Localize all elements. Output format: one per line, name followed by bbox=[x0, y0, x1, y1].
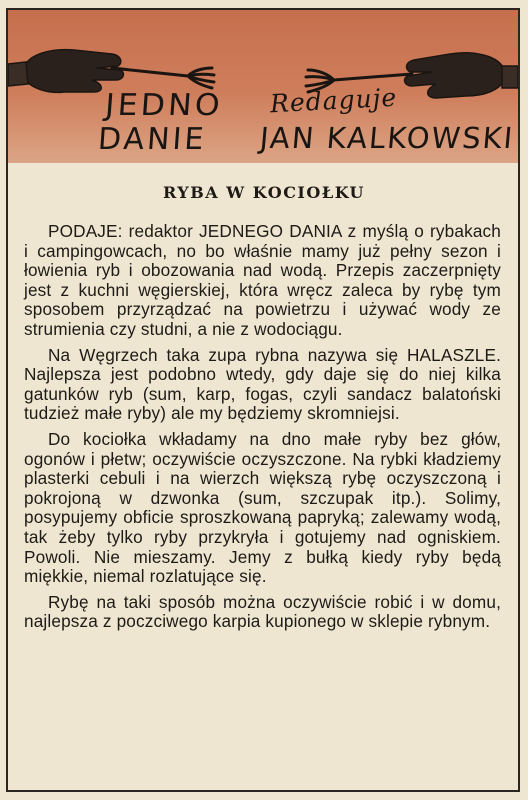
title-danie: DANIE bbox=[96, 122, 208, 157]
paragraph-2: Na Węgrzech taka zupa rybna nazywa się HALASZLE. Najlepsza jest podobno wtedy, gdy daje się do niej kilka gatunków ryb (sum, karp, fogas, czyli sandacz balatoński tudzież małe ryby) ale my będziemy skromniejsi. bbox=[24, 344, 501, 424]
article-body bbox=[24, 222, 501, 638]
paragraph-1: PODAJE: redaktor JEDNEGO DANIA z myślą o rybakach i campingowcach, no bo właśnie mamy już pełny sezon i łowienia ryb i obozowania nad wodą. Przepis zaczerpnięty jest z kuchni węgierskiej, która wręcz zaleca by rybę tym sposobem przyrządzać na powietrzu i używać wody ze strumienia czy studni, a nie z wodociągu. bbox=[24, 221, 501, 339]
editor-name: JAN KALKOWSKI bbox=[258, 121, 516, 155]
article-title: RYBA W KOCIOŁKU bbox=[163, 183, 365, 202]
paragraph-4: Rybę na taki sposób można oczywiście robić i w domu, najlepsza z poczciwego karpia kupionego w sklepie rybnym. bbox=[24, 591, 501, 632]
right-hand-icon bbox=[405, 53, 518, 98]
editor-label: Redaguje bbox=[269, 82, 398, 119]
title-jedno: JEDNO bbox=[103, 88, 225, 123]
paragraph-3: Do kociołka wkładamy na dno małe ryby bez głów, ogonów i płetw; oczywiście oczyszczone. Na rybki kładziemy plasterki cebuli i na wierzch większą rybę oczyszczoną i pokrojoną w dzwonka (sum, szczupak itp.). Solimy, posypujemy obficie sproszkowaną papryką; zalewamy wodą, tak żeby tylko ryby przykryła i gotujemy nad ogniskiem. Powoli. Nie mieszamy. Jemy z bułką kiedy ryby będą miękkie, niemal rozlatujące się. bbox=[24, 428, 501, 587]
left-hand-icon bbox=[8, 50, 123, 93]
column-header bbox=[8, 10, 518, 163]
left-fork-icon bbox=[112, 68, 214, 88]
